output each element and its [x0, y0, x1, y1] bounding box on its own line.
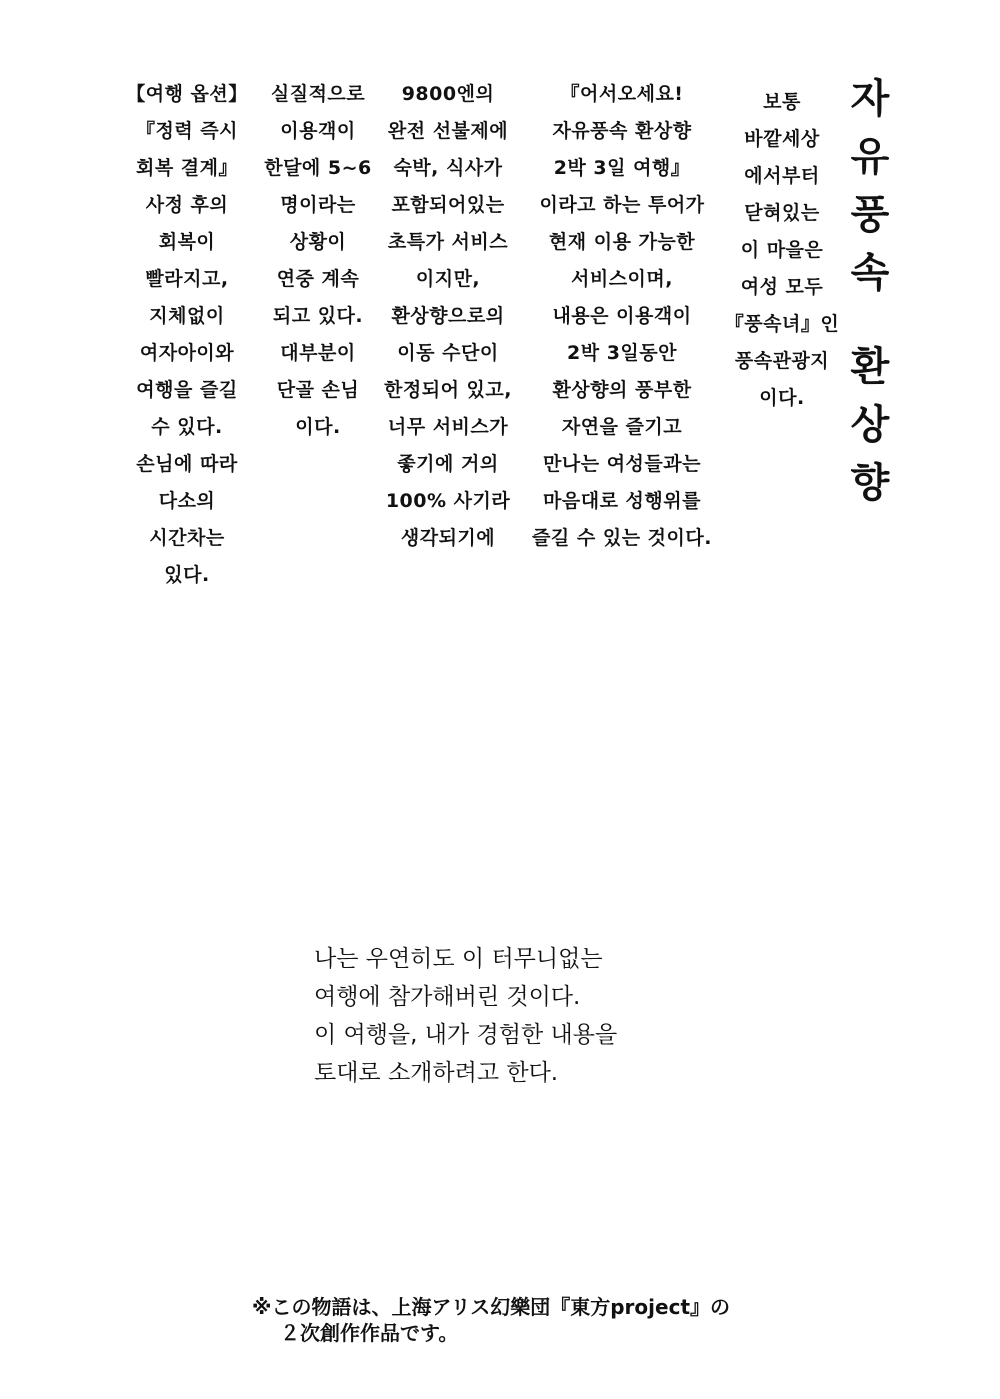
column-line: 『정력 즉시 — [135, 120, 239, 142]
column-line: 마음대로 성행위를 — [543, 490, 701, 512]
column-line: 대부분이 — [280, 342, 356, 364]
column-line: 빨라지고, — [145, 268, 229, 290]
title-char: 속 — [850, 250, 890, 296]
column-line: 환상향의 풍부한 — [552, 379, 692, 401]
column-line: 좋기에 거의 — [397, 453, 499, 475]
column-line: 연중 계속 — [276, 268, 360, 290]
column-line: 단골 손님 — [276, 379, 360, 401]
column-line: 100% 사기라 — [385, 490, 511, 512]
column-line: 이라고 하는 투어가 — [539, 194, 705, 216]
column-line: 생각되기에 — [400, 527, 496, 549]
column-line: 『풍속녀』인 — [724, 313, 840, 335]
column-line: 포함되어있는 — [391, 194, 505, 216]
column-line: 바깥세상 — [744, 128, 820, 150]
column-line: 【여행 옵션】 — [126, 83, 248, 105]
column-line: 실질적으로 — [270, 83, 366, 105]
column-line: 만나는 여성들과는 — [543, 453, 701, 475]
narration-line: 여행에 참가해버린 것이다. — [314, 984, 581, 1010]
narration-line: 나는 우연히도 이 터무니없는 — [314, 946, 603, 972]
column-customer-info — [262, 76, 374, 446]
column-line: 9800엔의 — [401, 83, 495, 105]
column-travel-option — [112, 76, 262, 594]
footnote-line: ２次創作作品です。 — [280, 1321, 459, 1345]
column-line: 자연을 즐기고 — [561, 416, 683, 438]
column-line: 보통 — [763, 91, 801, 113]
column-line: 서비스이며, — [571, 268, 673, 290]
column-line: 다소의 — [158, 490, 216, 512]
title-char: 환 — [850, 344, 890, 390]
column-line: 여행을 즐길 — [136, 379, 238, 401]
column-line: 수 있다. — [151, 416, 223, 438]
title-char: 풍 — [850, 192, 890, 238]
column-line: 회복 결계』 — [135, 157, 239, 179]
column-line: 상황이 — [289, 231, 347, 253]
narration-line: 토대로 소개하려고 한다. — [314, 1060, 559, 1086]
page-title — [838, 70, 902, 512]
column-line: 에서부터 — [744, 165, 820, 187]
narration-line: 이 여행을, 내가 경험한 내용을 — [314, 1022, 618, 1048]
column-line: 초특가 서비스 — [387, 231, 509, 253]
column-line: 이지만, — [415, 268, 481, 290]
title-char: 유 — [850, 134, 890, 180]
column-line: 명이라는 — [280, 194, 356, 216]
column-line: 닫혀있는 — [744, 202, 820, 224]
footnote-line: ※この物語は、上海アリス幻樂団『東方project』の — [252, 1295, 730, 1319]
column-line: 완전 선불제에 — [387, 120, 509, 142]
column-village-intro — [724, 84, 840, 417]
column-line: 이다. — [759, 387, 805, 409]
column-line: 너무 서비스가 — [387, 416, 509, 438]
column-line: 되고 있다. — [272, 305, 364, 327]
column-line: 이용객이 — [280, 120, 356, 142]
column-line: 현재 이용 가능한 — [548, 231, 696, 253]
column-line: 내용은 이용객이 — [552, 305, 692, 327]
column-line: 이 마을은 — [740, 239, 824, 261]
footnote — [252, 1294, 812, 1346]
title-char: 자 — [850, 76, 890, 122]
column-line: 회복이 — [158, 231, 216, 253]
title-char: 향 — [850, 460, 890, 506]
column-line: 숙박, 식사가 — [393, 157, 503, 179]
column-line: 한달에 5~6 — [264, 157, 372, 179]
column-line: 2박 3일동안 — [567, 342, 677, 364]
title-char: 상 — [850, 402, 890, 448]
column-tour-description — [522, 76, 722, 557]
column-line: 한정되어 있고, — [384, 379, 512, 401]
column-line: 자유풍속 환상향 — [552, 120, 692, 142]
column-line: 지체없이 — [149, 305, 225, 327]
column-line: 있다. — [164, 564, 210, 586]
column-line: 여성 모두 — [740, 276, 824, 298]
column-line: 환상향으로의 — [391, 305, 505, 327]
column-price-info — [376, 76, 520, 557]
column-line: 손님에 따라 — [136, 453, 238, 475]
column-line: 2박 3일 여행』 — [553, 157, 691, 179]
column-line: 사정 후의 — [145, 194, 229, 216]
narration — [314, 940, 734, 1092]
column-line: 풍속관광지 — [734, 350, 830, 372]
column-line: 여자아이와 — [139, 342, 235, 364]
column-line: 즐길 수 있는 것이다. — [532, 527, 712, 549]
column-line: 이다. — [295, 416, 341, 438]
column-line: 이동 수단이 — [397, 342, 499, 364]
column-line: 『어서오세요! — [560, 83, 684, 105]
column-line: 시간차는 — [149, 527, 225, 549]
